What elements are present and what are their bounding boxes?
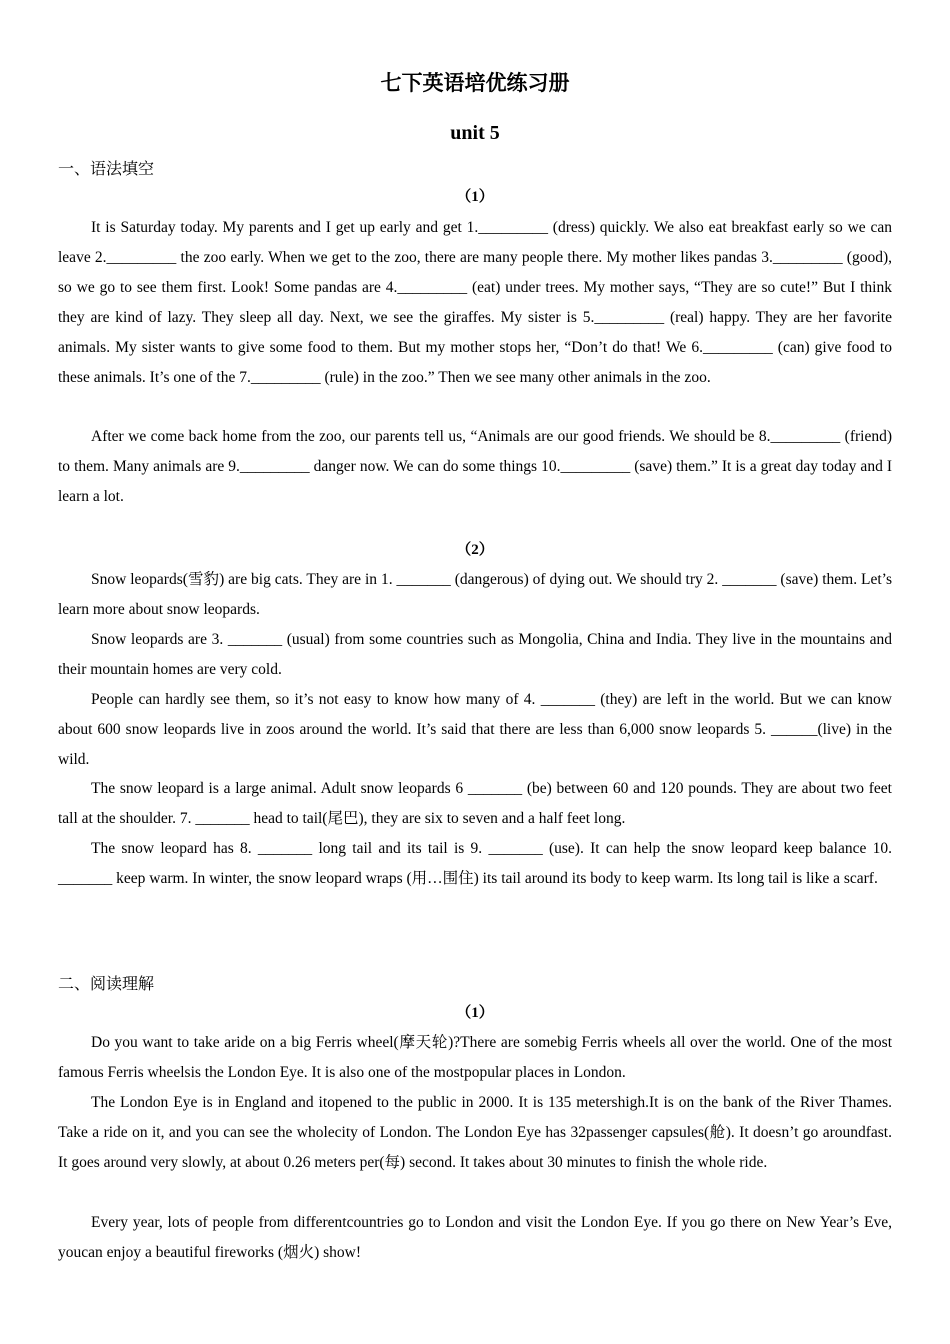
section1-passage2-label: （2） [456,542,494,558]
section1-passage2-paragraph-4: The snow leopard is a large animal. Adult snow leopards 6 _______ (be) between 60 and 120 pounds. They are about two feet tall at the shoulder. 7. _______ head to tail(尾巴), they are six to seven and a half feet long. [58,780,892,827]
section1-heading: 一、语法填空 [58,161,155,178]
section1-passage2-paragraph-3: People can hardly see them, so it’s not easy to know how many of 4. _______ (they) are left in the world. But we can know about 600 snow leopards live in zoos around the world. It’s said that there are less than 6,000 snow leopards 5. ______(live) in the wild. [58,691,892,768]
section1-passage2-paragraph-2: Snow leopards are 3. _______ (usual) from some countries such as Mongolia, China and India. They live in the mountains and their mountain homes are very cold. [58,631,892,678]
section1-passage2-paragraph-1: Snow leopards(雪豹) are big cats. They are in 1. _______ (dangerous) of dying out. We should try 2. _______ (save) them. Let’s learn more about snow leopards. [58,571,892,618]
page-title: 七下英语培优练习册 [380,71,570,95]
unit-title: unit 5 [450,122,500,144]
section1-passage1-paragraph-1: It is Saturday today. My parents and I get up early and get 1._________ (dress) quickly. We also eat breakfast early so we can leave 2._________ the zoo early. When we get to the zoo, there are many people there. My mother likes pandas 3._________ (good), so we go to see them first. Look! Some pandas are 4._________ (eat) under trees. My mother says, “They are so cute!” But I think they are kind of lazy. They sleep all day. Next, we see the giraffes. My sister is 5._________ (real) happy. They are her favorite animals. My sister wants to give some food to them. But my mother stops her, “Don’t do that! We 6._________ (can) give food to these animals. It’s one of the 7._________ (rule) in the zoo.” Then we see many other animals in the zoo. [58,219,892,386]
section2-passage1-label: （1） [456,1005,494,1021]
section1-passage1-paragraph-2: After we come back home from the zoo, our parents tell us, “Animals are our good friends. We should be 8._________ (friend) to them. Many animals are 9._________ danger now. We can do some things 10._________ (save) them.” It is a great day today and I learn a lot. [58,428,892,505]
section2-passage1-paragraph-1: Do you want to take aride on a big Ferris wheel(摩天轮)?There are somebig Ferris wheels all over the world. One of the most famous Ferris wheelsis the London Eye. It is also one of the mostpopular places in London. [58,1034,892,1081]
section1-passage2-paragraph-5: The snow leopard has 8. _______ long tail and its tail is 9. _______ (use). It can help the snow leopard keep balance 10. _______ keep warm. In winter, the snow leopard wraps (用…围住) its tail around its body to keep warm. Its long tail is like a scarf. [58,840,892,887]
section2-passage1-paragraph-3: Every year, lots of people from differentcountries go to London and visit the London Eye. If you go there on New Year’s Eve, youcan enjoy a beautiful fireworks (烟火) show! [58,1214,892,1261]
section2-heading: 二、阅读理解 [58,976,155,993]
section2-passage1-paragraph-2: The London Eye is in England and itopened to the public in 2000. It is 135 metershigh.It is on the bank of the River Thames. Take a ride on it, and you can see the wholecity of London. The London Eye has 32passenger capsules(舱). It doesn’t go aroundfast. It goes around very slowly, at about 0.26 meters per(每) second. It takes about 30 minutes to finish the whole ride. [58,1094,892,1171]
section1-passage1-label: （1） [456,189,494,205]
